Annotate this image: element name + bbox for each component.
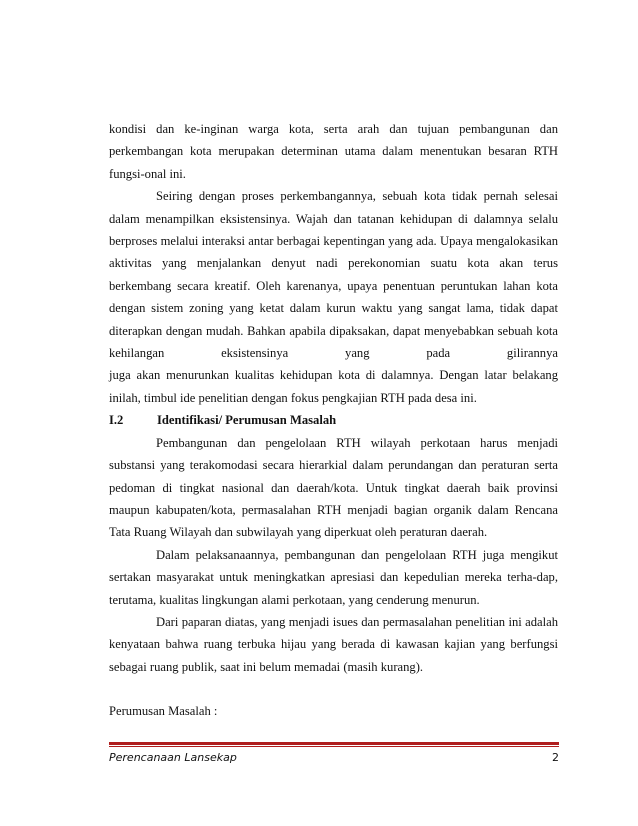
paragraph-background-conclusion: juga akan menurunkan kualitas kehidupan kota di dalamnya. Dengan latar belakang inilah, timbul ide penelitian dengan fokus pengkajian RTH pada desa ini.	[109, 368, 558, 405]
section-title: Identifikasi/ Perumusan Masalah	[157, 413, 337, 428]
paragraph-research-issue: Dari paparan diatas, yang menjadi isues dan permasalahan penelitian ini adalah kenyataan bahwa ruang terbuka hijau yang berada di kawasan kajian yang berfungsi sebagai ruang publik, saat ini belum memadai (masih kurang).	[109, 614, 558, 674]
footer-title: Perencanaan Lansekap	[109, 751, 237, 764]
section-number: I.2	[109, 413, 124, 428]
paragraph-city-development: Seiring dengan proses perkembangannya, sebuah kota tidak pernah selesai dalam menampilkan eksistensinya. Wajah dan tatanan kehidupan di dalamnya selalu berproses melalui interaksi antar berbagai kepentingan yang ada. Upaya mengalokasikan aktivitas yang menjalankan denyut nadi perekonomian suatu kota akan terus berkembang secara kreatif. Oleh karenanya, upaya penentuan peruntukan lahan kota dengan sistem zoning yang ketat dalam kurun waktu yang sangat lama, tidak dapat diterapkan dengan mudah. Bahkan apabila dipaksakan, dapat menyebabkan sebuah kota kehilangan eksistensinya yang pada gilirannya	[109, 189, 558, 361]
section-heading	[109, 409, 558, 431]
page-footer	[109, 751, 559, 764]
problem-formulation-label: Perumusan Masalah :	[109, 704, 218, 719]
page-body	[109, 118, 558, 723]
paragraph-intro-continuation: kondisi dan ke-inginan warga kota, serta arah dan tujuan pembangunan dan perkembangan kota merupakan determinan utama dalam menentukan besaran RTH fungsi-onal ini.	[109, 122, 558, 181]
footer-rule-thin	[109, 746, 559, 747]
footer-rule-thick	[109, 742, 559, 745]
paragraph-community-participation: Dalam pelaksanaannya, pembangunan dan pengelolaan RTH juga mengikut sertakan masyarakat untuk meningkatkan apresiasi dan kepedulian mereka terha-dap, terutama, kualitas lingkungan alami perkotaan, yang cenderung menurun.	[109, 547, 558, 607]
page-number: 2	[552, 751, 559, 764]
paragraph-rth-management: Pembangunan dan pengelolaan RTH wilayah perkotaan harus menjadi substansi yang terakomodasi secara hierarkial dalam perundangan dan peraturan serta pedoman di tingkat nasional dan daerah/kota. Untuk tingkat daerah baik provinsi maupun kabupaten/kota, permasalahan RTH menjadi bagian organik dalam Rencana Tata Ruang Wilayah dan subwilayah yang diperkuat oleh peraturan daerah.	[109, 435, 558, 540]
paragraph-gap	[109, 678, 558, 700]
